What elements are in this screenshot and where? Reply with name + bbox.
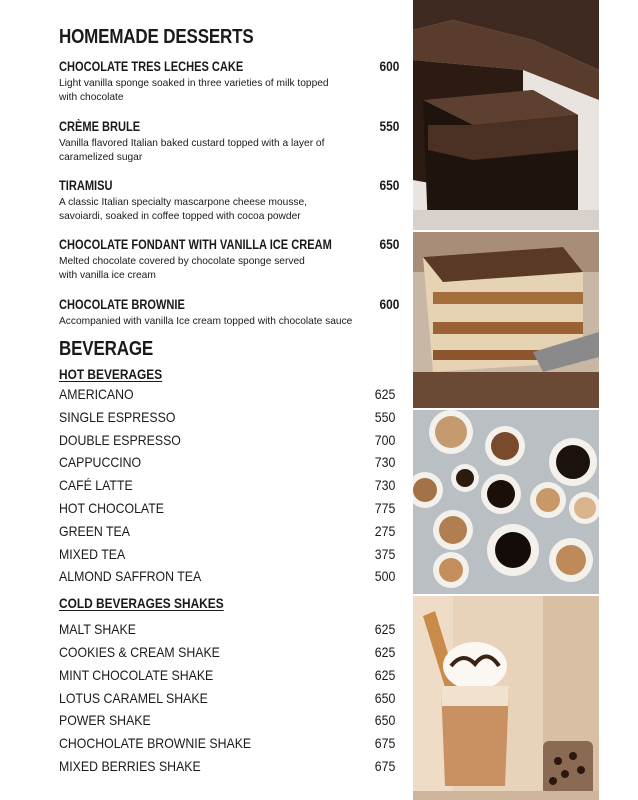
beverage-price: 625 (374, 386, 395, 402)
beverage-name: CHOCHOLATE BROWNIE SHAKE (59, 735, 252, 751)
beverage-price: 275 (374, 523, 395, 539)
beverage-name: LOTUS CARAMEL SHAKE (59, 690, 208, 706)
chocolate-cake-photo (413, 0, 599, 230)
dessert-price: 600 (379, 58, 399, 74)
beverage-name: CAPPUCCINO (59, 454, 142, 470)
beverage-name: MIXED TEA (59, 546, 126, 562)
beverage-row (59, 621, 395, 641)
beverage-price: 625 (374, 667, 395, 683)
beverage-row (59, 432, 395, 452)
dessert-description (59, 196, 359, 223)
cold-beverages-title: COLD BEVERAGES SHAKES (59, 595, 224, 611)
beverage-name: GREEN TEA (59, 523, 130, 539)
dessert-description (59, 255, 359, 282)
beverage-row (59, 712, 395, 732)
desserts-title: HOMEMADE DESSERTS (59, 26, 254, 48)
beverage-price: 730 (374, 477, 395, 493)
dessert-desc-line: A classic Italian specialty mascarpone cheese mousse, (59, 197, 308, 208)
beverage-price: 650 (374, 712, 395, 728)
tiramisu-photo (413, 232, 599, 408)
dessert-desc-line: Vanilla flavored Italian baked custard topped with a layer of (59, 138, 325, 149)
dessert-price: 550 (379, 118, 399, 134)
beverage-name: COOKIES & CREAM SHAKE (59, 644, 220, 660)
beverage-price: 700 (374, 432, 395, 448)
dessert-name: TIRAMISU (59, 178, 113, 193)
beverage-name: HOT CHOCOLATE (59, 500, 164, 516)
dessert-desc-line: caramelized sugar (59, 151, 143, 163)
dessert-price: 650 (379, 177, 399, 193)
dessert-name: CHOCOLATE BROWNIE (59, 297, 185, 312)
dessert-description (59, 315, 359, 329)
beverage-row (59, 644, 395, 664)
coffee-cups-photo (413, 410, 599, 594)
beverage-row (59, 454, 395, 474)
beverage-name: SINGLE ESPRESSO (59, 409, 176, 425)
dessert-name: CHOCOLATE FONDANT WITH VANILLA ICE CREAM (59, 237, 332, 252)
hot-beverages-title: HOT BEVERAGES (59, 366, 163, 382)
beverage-row (59, 523, 395, 543)
beverage-name: MIXED BERRIES SHAKE (59, 758, 201, 774)
dessert-description (59, 137, 359, 164)
dessert-item (59, 236, 399, 282)
dessert-desc-line: with vanilla ice cream (59, 269, 156, 281)
beverage-name: MINT CHOCOLATE SHAKE (59, 667, 214, 683)
dessert-price: 650 (379, 236, 399, 252)
shake-photo (413, 596, 599, 800)
dessert-description (59, 77, 359, 104)
dessert-desc-line: Melted chocolate covered by chocolate sponge served (59, 256, 305, 267)
beverage-name: DOUBLE ESPRESSO (59, 432, 181, 448)
dessert-name: CHOCOLATE TRES LECHES CAKE (59, 59, 244, 74)
dessert-name: CRÈME BRULE (59, 119, 141, 134)
beverage-row (59, 546, 395, 566)
beverage-name: CAFÉ LATTE (59, 477, 133, 493)
beverage-row (59, 409, 395, 429)
dessert-item (59, 58, 399, 104)
dessert-desc-line: with chocolate (59, 91, 124, 103)
beverage-name: POWER SHAKE (59, 712, 151, 728)
beverage-row (59, 667, 395, 687)
beverage-row (59, 758, 395, 778)
beverage-row (59, 690, 395, 710)
dessert-desc-line: Light vanilla sponge soaked in three varieties of milk topped (59, 78, 329, 89)
beverage-price: 675 (374, 735, 395, 751)
beverage-row (59, 477, 395, 497)
beverage-price: 550 (374, 409, 395, 425)
photo-column (413, 0, 599, 800)
beverage-price: 775 (374, 500, 395, 516)
dessert-item (59, 296, 399, 329)
beverage-price: 625 (374, 644, 395, 660)
dessert-price: 600 (379, 296, 399, 312)
beverage-row (59, 386, 395, 406)
beverage-title: BEVERAGE (59, 338, 154, 360)
beverage-row (59, 500, 395, 520)
beverage-price: 500 (374, 568, 395, 584)
beverage-name: AMERICANO (59, 386, 134, 402)
dessert-item (59, 118, 399, 164)
beverage-price: 375 (374, 546, 395, 562)
dessert-desc-line: savoiardi, soaked in coffee topped with cocoa powder (59, 210, 301, 222)
dessert-desc-line: Accompanied with vanilla Ice cream topped with chocolate sauce (59, 316, 353, 327)
beverage-price: 625 (374, 621, 395, 637)
beverage-row (59, 568, 395, 588)
beverage-price: 675 (374, 758, 395, 774)
beverage-price: 730 (374, 454, 395, 470)
beverage-name: MALT SHAKE (59, 621, 136, 637)
beverage-row (59, 735, 395, 755)
dessert-item (59, 177, 399, 223)
beverage-name: ALMOND SAFFRON TEA (59, 568, 202, 584)
beverage-price: 650 (374, 690, 395, 706)
